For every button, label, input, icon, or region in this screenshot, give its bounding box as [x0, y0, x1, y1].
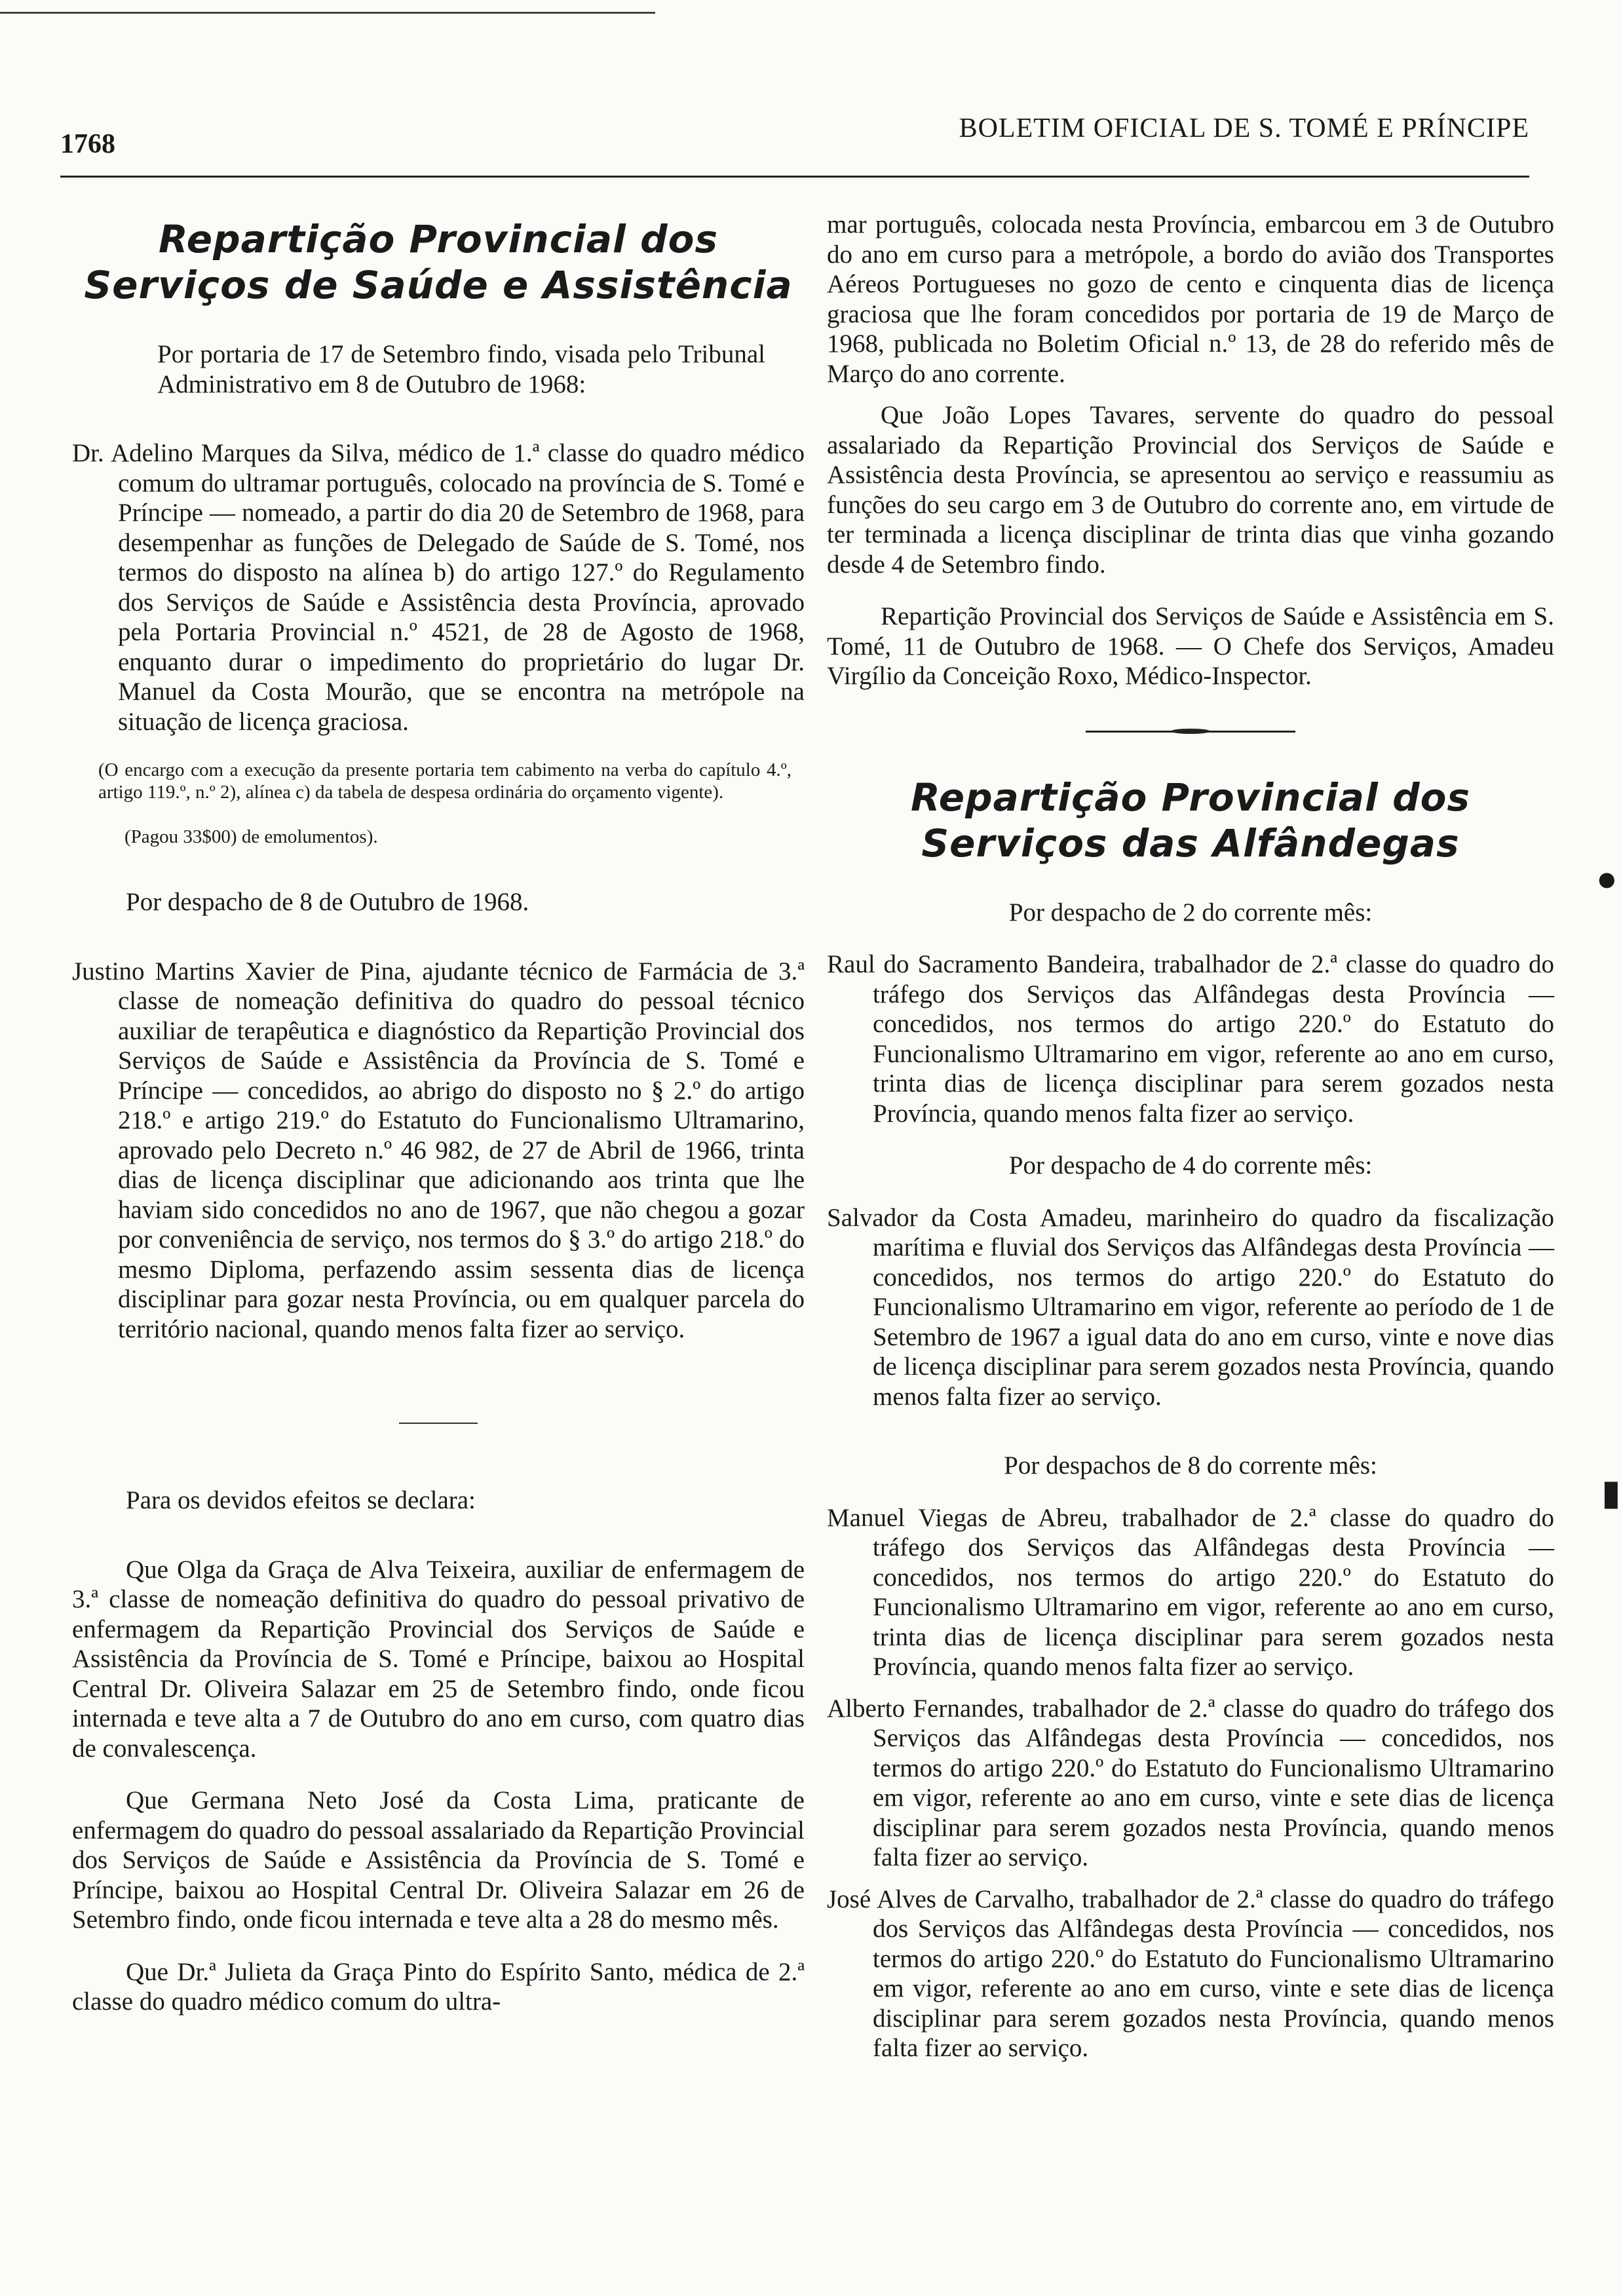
paragraph-joao: Que João Lopes Tavares, servente do quadro do pessoal assalariado da Repartição Provincial dos Serviços de Saúde e Assistência desta Província, se apresentou ao serviço e reassumiu as funções do seu cargo em 3 de Outubro do corrente ano, em virtude de ter terminada a licença disciplinar de trinta dias que vinha gozando desde 4 de Setembro findo. — [827, 401, 1554, 579]
paragraph-raul: Raul do Sacramento Bandeira, trabalhador de 2.ª classe do quadro do tráfego dos Serviços das Alfândegas desta Província — concedidos, nos termos do artigo 220.º do Estatuto do Funcionalismo Ultramarino em vigor, referente ao ano em curso, trinta dias de licença disciplinar para serem gozados nesta Província, quando menos falta fizer ao serviço. — [827, 950, 1554, 1128]
paragraph-salvador: Salvador da Costa Amadeu, marinheiro do quadro da fiscalização marítima e fluvial dos Serviços das Alfândegas desta Província — concedidos, nos termos do artigo 220.º do Estatuto do Funcionalismo Ultramarino em vigor, referente ao período de 1 de Setembro de 1967 a igual data do ano em curso, vinte e nove dias de licença disciplinar para serem gozados nesta Província, quando menos falta fizer ao serviço. — [827, 1203, 1554, 1411]
page-number: 1768 — [60, 129, 115, 159]
right-column — [827, 210, 1554, 2063]
despacho-8: Por despachos de 8 do corrente mês: — [1004, 1451, 1377, 1480]
signature-saude: Repartição Provincial dos Serviços de Saúde e Assistência em S. Tomé, 11 de Outubro de 1968. — O Chefe dos Serviços, Amadeu Virgílio da Conceição Roxo, Médico-Inspector. — [827, 602, 1554, 690]
section-title-saude: Repartição Provincial dos Serviços de Saúde e Assistência — [84, 217, 793, 307]
paragraph-julieta-cont: mar português, colocada nesta Província, embarcou em 3 de Outubro do ano em curso para a metrópole, a bordo do avião dos Transportes Aéreos Portugueses no gozo de cento e cinquenta dias de licença graciosa que lhe foram concedidos por portaria de 19 de Março de 1968, publicada no Boletim Oficial n.º 13, de 28 do referido mês de Março do ano corrente. — [827, 210, 1554, 388]
paragraph-alberto: Alberto Fernandes, trabalhador de 2.ª classe do quadro do tráfego dos Serviços das Alfândegas desta Província — concedidos, nos termos do artigo 220.º do Estatuto do Funcionalismo Ultramarino em vigor, referente ao ano em curso, vinte e sete dias de licença disciplinar para serem gozados nesta Província, quando menos falta fizer ao serviço. — [827, 1694, 1554, 1871]
declara-heading: Para os devidos efeitos se declara: — [126, 1486, 476, 1514]
note-emolumentos: (Pagou 33$00) de emolumentos). — [124, 826, 378, 847]
paragraph-justino: Justino Martins Xavier de Pina, ajudante técnico de Farmácia de 3.ª classe de nomeação definitiva do quadro do pessoal técnico auxiliar de terapêutica e diagnóstico da Repartição Provincial dos Serviços de Saúde e Assistência da Província de S. Tomé e Príncipe — concedidos, ao abrigo do disposto no § 2.º do artigo 218.º e artigo 219.º do Estatuto do Funcionalismo Ultramarino, aprovado pelo Decreto n.º 46 982, de 27 de Abril de 1966, trinta dias de licença disciplinar que adicionando aos trinta que lhe haviam sido concedidos no ano de 1967, que não chegou a gozar por conveniência de serviço, nos termos do § 3.º do artigo 218.º do mesmo Diploma, perfazendo assim sessenta dias de licença disciplinar para gozar nesta Província, ou em qualquer parcela do território nacional, quando menos falta fizer ao serviço. — [72, 957, 805, 1343]
note-encargo: (O encargo com a execução da presente portaria tem cabimento na verba do capítulo 4.º, artigo 119.º, n.º 2), alínea c) da tabela de despesa ordinária do orçamento vigente). — [98, 759, 791, 803]
running-title: BOLETIM OFICIAL DE S. TOMÉ E PRÍNCIPE — [959, 113, 1529, 144]
decorative-separator — [1086, 731, 1295, 733]
margin-mark: ● — [1596, 859, 1618, 898]
left-column — [72, 197, 805, 2017]
margin-mark: ▮ — [1601, 1473, 1621, 1512]
paragraph-manuel: Manuel Viegas de Abreu, trabalhador de 2.ª classe do quadro do tráfego dos Serviços das Alfândegas desta Província — concedidos, nos termos do artigo 220.º do Estatuto do Funcionalismo Ultramarino em vigor, referente ao ano em curso, trinta dias de licença disciplinar para serem gozados nesta Província, quando menos falta fizer ao serviço. — [827, 1503, 1554, 1681]
paragraph-julieta: Que Dr.ª Julieta da Graça Pinto do Espírito Santo, médica de 2.ª classe do quadro médico comum do ultra- — [72, 1957, 805, 2016]
top-edge-line — [0, 12, 655, 14]
despacho-4: Por despacho de 4 do corrente mês: — [1008, 1151, 1373, 1179]
paragraph-jose: José Alves de Carvalho, trabalhador de 2.ª classe do quadro do tráfego dos Serviços das Alfândegas desta Província — concedidos, nos termos do artigo 220.º do Estatuto do Funcionalismo Ultramarino em vigor, referente ao ano em curso, vinte e sete dias de licença disciplinar para serem gozados nesta Província, quando menos falta fizer ao serviço. — [827, 1885, 1554, 2062]
despacho-8-outubro: Por despacho de 8 de Outubro de 1968. — [126, 888, 529, 916]
despacho-2: Por despacho de 2 do corrente mês: — [1008, 898, 1373, 927]
header-rule — [60, 176, 1529, 178]
section-title-alfandegas: Repartição Provincial dos Serviços das Alfândegas — [910, 775, 1471, 866]
paragraph-olga: Que Olga da Graça de Alva Teixeira, auxiliar de enfermagem de 3.ª classe de nomeação definitiva do quadro do pessoal privativo de enfermagem da Repartição Provincial dos Serviços de Saúde e Assistência da Província de S. Tomé e Príncipe, baixou ao Hospital Central Dr. Oliveira Salazar em 25 de Setembro findo, onde ficou internada e teve alta a 7 de Outubro do ano em curso, com quatro dias de convalescença. — [72, 1555, 805, 1763]
portaria-intro: Por portaria de 17 de Setembro findo, visada pelo Tribunal Administrativo em 8 de Outubro de 1968: — [157, 340, 765, 398]
paragraph-adelino: Dr. Adelino Marques da Silva, médico de 1.ª classe do quadro médico comum do ultramar português, colocado na província de S. Tomé e Príncipe — nomeado, a partir do dia 20 de Setembro de 1968, para desempenhar as funções de Delegado de Saúde de S. Tomé, nos termos do disposto na alínea b) do artigo 127.º do Regulamento dos Serviços de Saúde e Assistência desta Província, aprovado pela Portaria Provincial n.º 4521, de 28 de Agosto de 1968, enquanto durar o impedimento do proprietário do lugar Dr. Manuel da Costa Mourão, que se encontra na metrópole na situação de licença graciosa. — [72, 439, 805, 736]
paragraph-germana: Que Germana Neto José da Costa Lima, praticante de enfermagem do quadro do pessoal assalariado da Repartição Provincial dos Serviços de Saúde e Assistência da Província de S. Tomé e Príncipe, baixou ao Hospital Central Dr. Oliveira Salazar em 26 de Setembro findo, onde ficou internada e teve alta a 28 do mesmo mês. — [72, 1786, 805, 1934]
